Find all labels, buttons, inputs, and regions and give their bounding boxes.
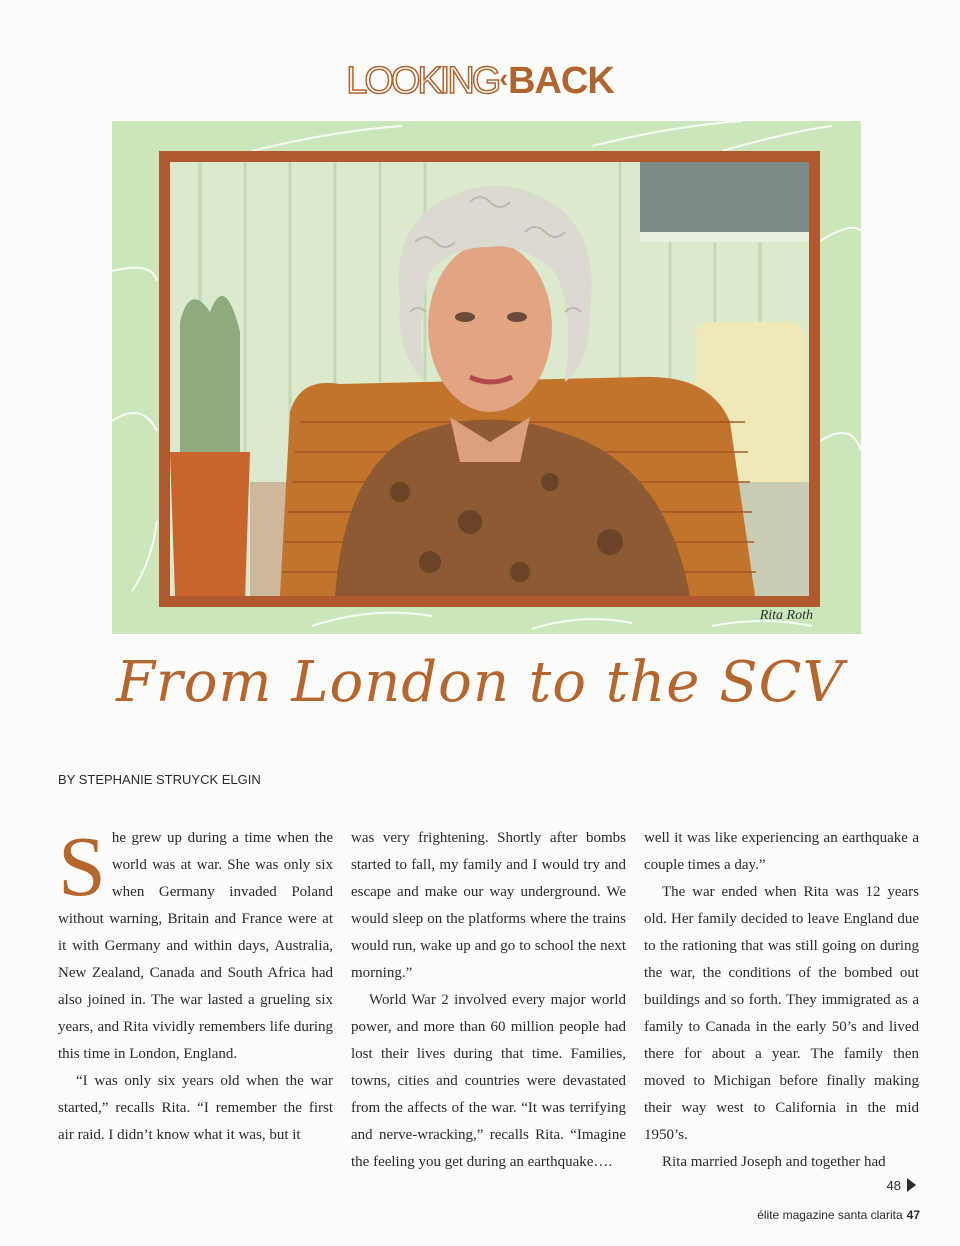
paragraph: Rita married Joseph and together had bbox=[662, 1154, 886, 1170]
photo-panel bbox=[112, 121, 861, 634]
article-column-2 bbox=[351, 825, 626, 1176]
portrait-photo bbox=[170, 162, 809, 596]
paragraph: The war ended when Rita was 12 years old. Her family decided to leave England due to the rationing that was still going on during the war, the conditions of the bombed out buildings and so forth. They immigrated as a family to Canada in the early 50’s and lived there for about a year. The family then moved to Michigan before finally making their way west to California in the mid 1950’s. bbox=[644, 884, 919, 1143]
article-column-1 bbox=[58, 818, 333, 1149]
paragraph: World War 2 involved every major world power, and more than 60 million people had lost their lives during that time. Families, towns, cities and countries were devastated from the affects of the war. “It was terrifying and nerve-wracking,” recalls Rita. “Imagine the feeling you get during an earthquake…. bbox=[351, 992, 626, 1170]
continued-on-page bbox=[887, 1178, 916, 1193]
section-header bbox=[0, 56, 960, 103]
article-column-3 bbox=[644, 825, 919, 1176]
photo-frame bbox=[159, 151, 820, 607]
section-header-back: BACK bbox=[508, 60, 614, 102]
paragraph-text: he grew up during a time when the world was at war. She was only six when Germany invaded Poland without warning, Britain and France were at it with Germany and within days, Australia, New Zealand, Canada and South Africa had also joined in. The war lasted a grueling six years, and Rita vividly remembers life during this time in London, England. bbox=[58, 830, 333, 1062]
article-byline: BY STEPHANIE STRUYCK ELGIN bbox=[58, 772, 261, 787]
paragraph bbox=[58, 818, 333, 1068]
page-footer bbox=[757, 1208, 920, 1222]
paragraph: well it was like experiencing an earthquake a couple times a day.” bbox=[644, 830, 919, 873]
paragraph: “I was only six years old when the war started,” recalls Rita. “I remember the first air raid. I didn’t know what it was, but it bbox=[58, 1073, 333, 1143]
drop-cap: S bbox=[58, 818, 106, 914]
article-title: From London to the SCV bbox=[116, 650, 844, 715]
magazine-name: élite magazine santa clarita bbox=[757, 1208, 903, 1222]
continued-page-number: 48 bbox=[886, 1178, 901, 1193]
paragraph: was very frightening. Shortly after bombs started to fall, my family and I would try and escape and make our way underground. We would sleep on the platforms where the trains would run, wake up and go to school the next morning.” bbox=[351, 830, 626, 981]
triangle-right-icon bbox=[907, 1178, 916, 1192]
portrait-illustration bbox=[170, 162, 809, 596]
photo-caption: Rita Roth bbox=[759, 608, 813, 623]
arrow-left-icon: ‹ bbox=[499, 63, 508, 93]
section-header-looking: LOOKING bbox=[346, 60, 499, 102]
page-number: 47 bbox=[906, 1208, 920, 1222]
